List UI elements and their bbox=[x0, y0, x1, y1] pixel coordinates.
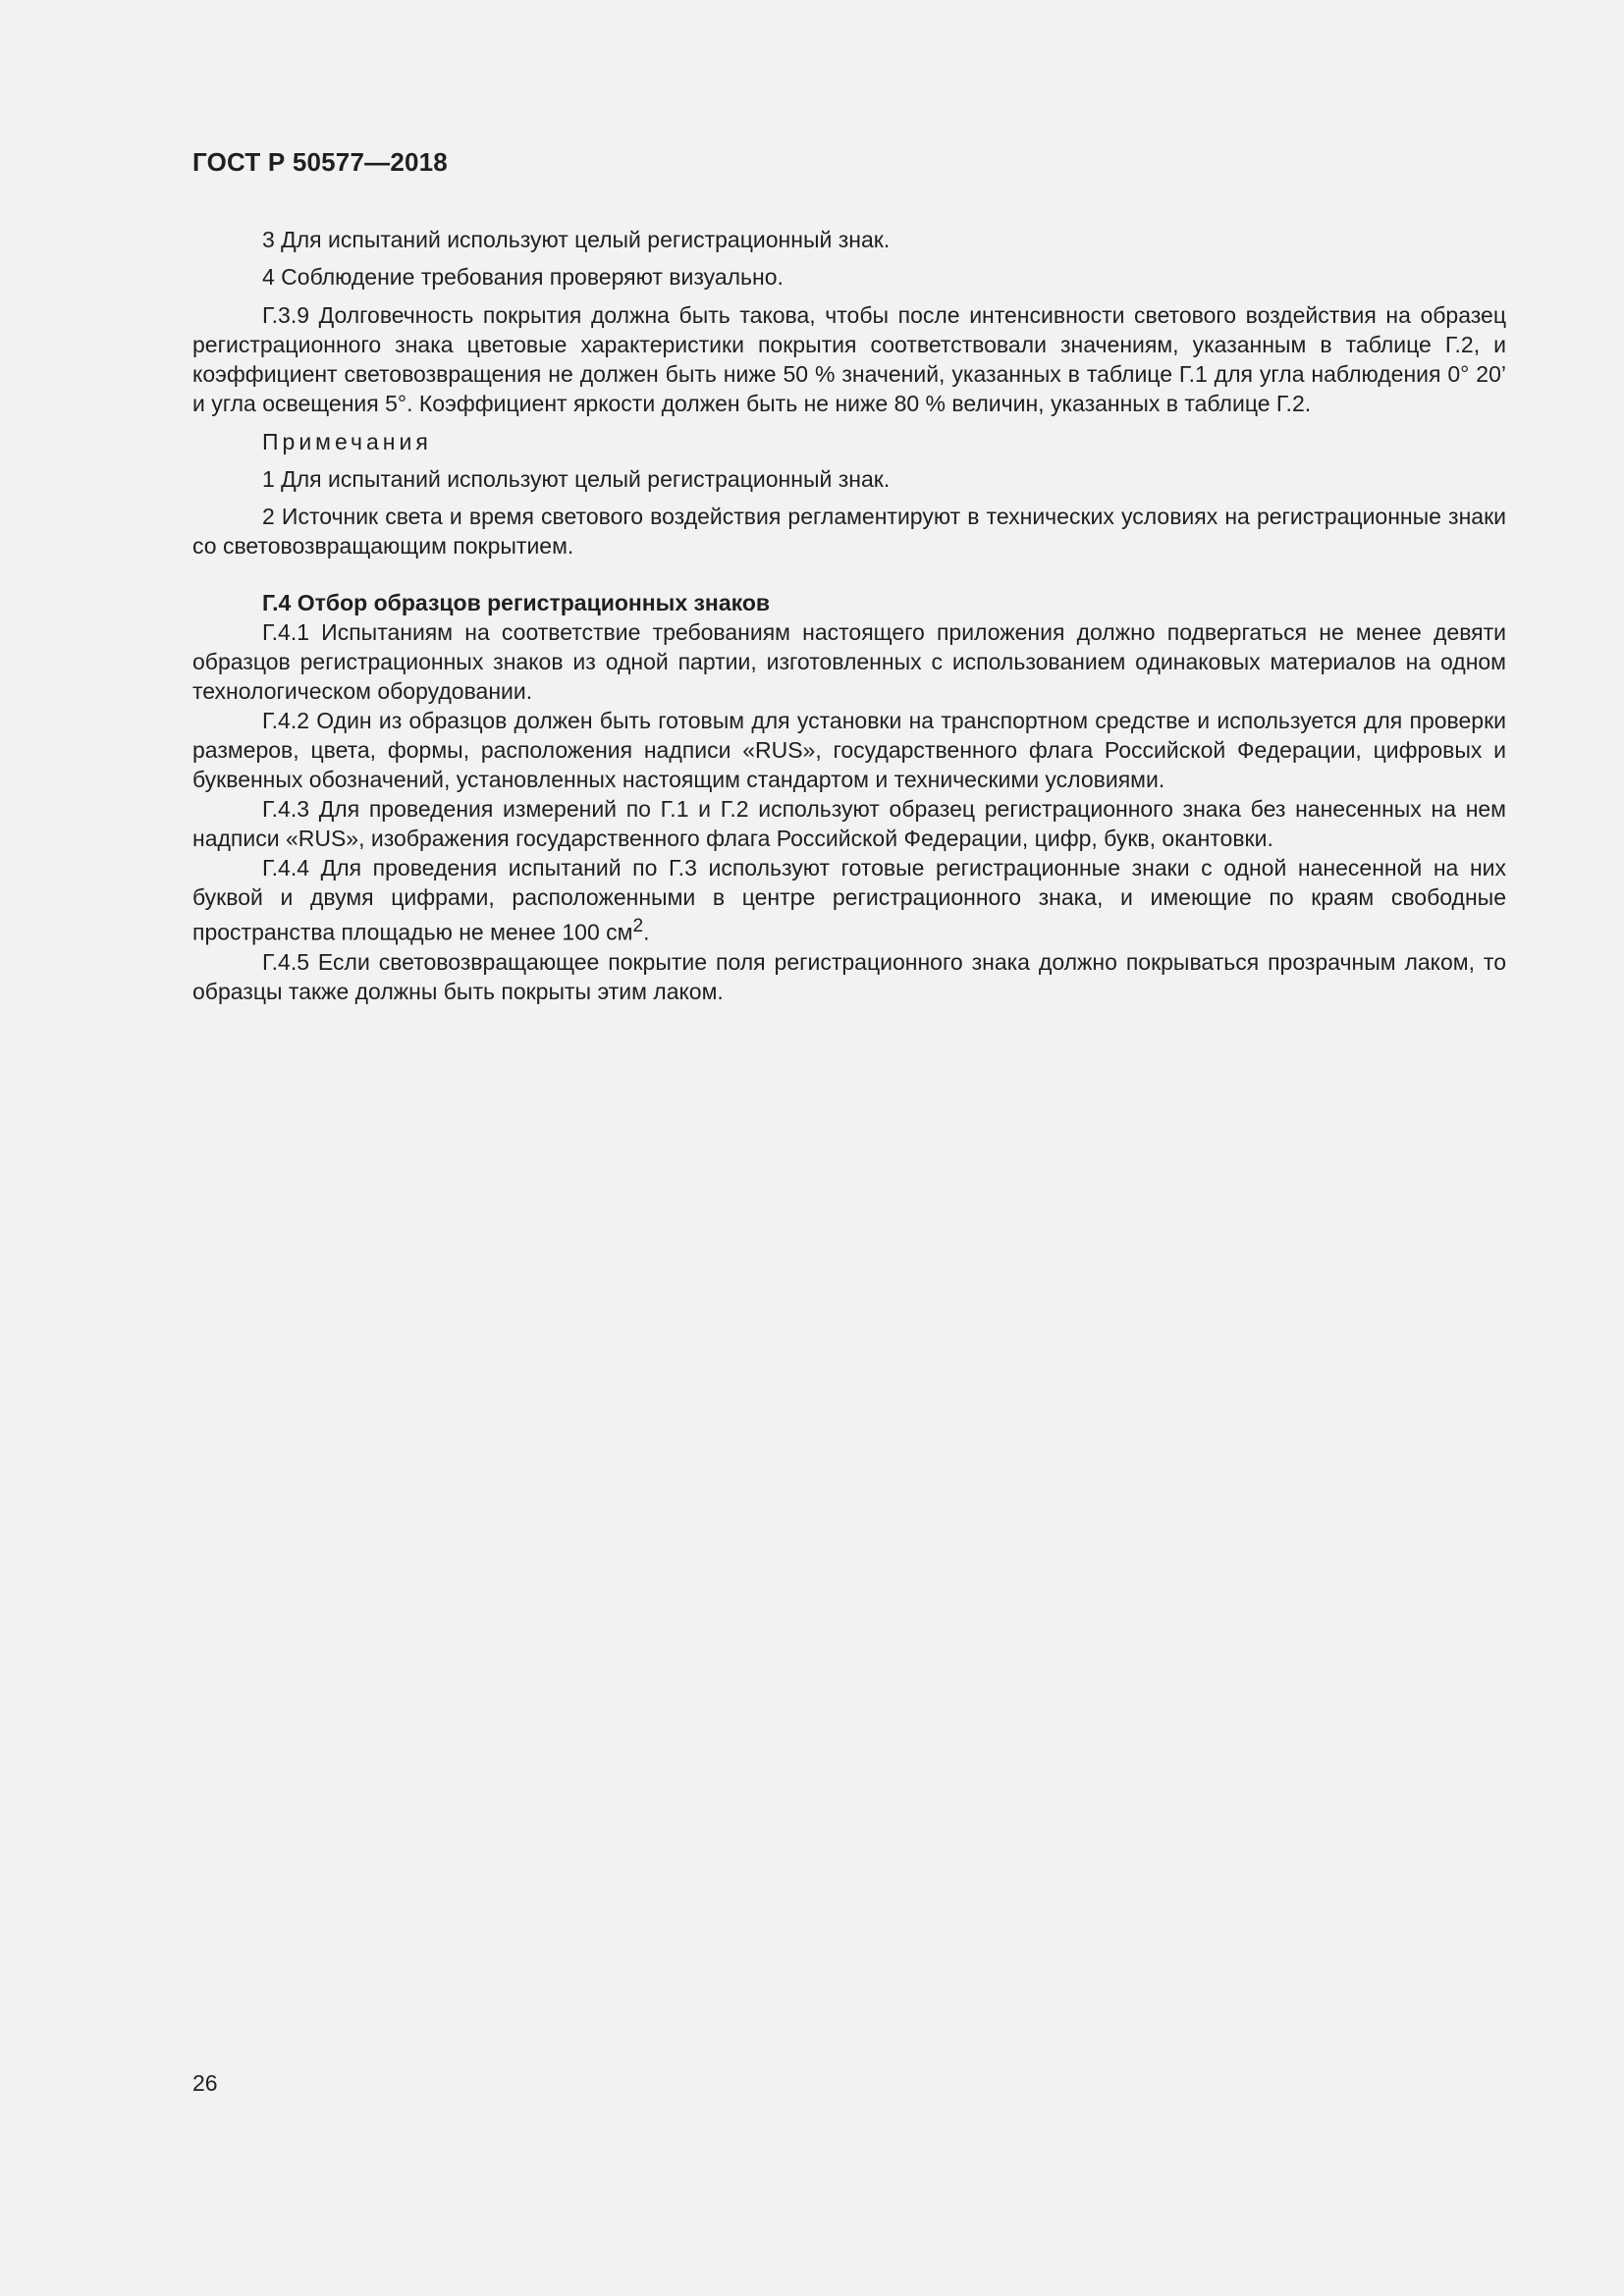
notes-title: Примечания bbox=[262, 429, 432, 454]
square-superscript: 2 bbox=[632, 916, 644, 936]
note-4-paragraph: 4 Соблюдение требования проверяют визуально. bbox=[262, 264, 784, 290]
clause-g4-4-paragraph bbox=[192, 853, 1506, 947]
document-body bbox=[192, 225, 1506, 1006]
document-code-header: ГОСТ Р 50577—2018 bbox=[192, 147, 448, 177]
note-3-paragraph: 3 Для испытаний используют целый регистрационный знак. bbox=[262, 227, 891, 252]
clause-g4-4-end: . bbox=[643, 919, 650, 945]
clause-g4-5-paragraph: Г.4.5 Если световозвращающее покрытие поля регистрационного знака должно покрываться прозрачным лаком, то образцы также должны быть покрыты этим лаком. bbox=[192, 948, 1506, 1004]
clause-g4-2-paragraph: Г.4.2 Один из образцов должен быть готовым для установки на транспортном средстве и используется для проверки размеров, цвета, формы, расположения надписи «RUS», государственного флага Российской Федерации, цифровых и буквенных обозначений, установленных настоящим стандартом и техническими условиями. bbox=[192, 708, 1506, 792]
clause-g4-1-paragraph: Г.4.1 Испытаниям на соответствие требованиям настоящего приложения должно подвергаться не менее девяти образцов регистрационных знаков из одной партии, изготовленных с использованием одинаковых материалов на одном технологическом оборудовании. bbox=[192, 619, 1506, 704]
page-number: 26 bbox=[192, 2070, 218, 2096]
note-1-paragraph: 1 Для испытаний используют целый регистрационный знак. bbox=[262, 466, 891, 492]
section-g4-title: Г.4 Отбор образцов регистрационных знаков bbox=[262, 590, 771, 615]
clause-g3-9-paragraph: Г.3.9 Долговечность покрытия должна быть такова, чтобы после интенсивности светового воздействия на образец регистрационного знака цветовые характеристики покрытия соответствовали значениям, указанным в таблице Г.2, и коэффициент световозвращения не должен быть ниже 50 % значений, указанных в таблице Г.1 для угла наблюдения 0° 20’ и угла освещения 5°. Коэффициент яркости должен быть не ниже 80 % величин, указанных в таблице Г.2. bbox=[192, 302, 1506, 416]
clause-g4-4-text: Г.4.4 Для проведения испытаний по Г.3 используют готовые регистрационные знаки с одной нанесенной на них буквой и двумя цифрами, расположенными в центре регистрационного знака, и имеющие по краям свободные пространства площадью не менее 100 см bbox=[192, 855, 1506, 945]
clause-g4-3-paragraph: Г.4.3 Для проведения измерений по Г.1 и Г.2 используют образец регистрационного знака без нанесенных на нем надписи «RUS», изображения государственного флага Российской Федерации, цифр, букв, окантовки. bbox=[192, 796, 1506, 851]
note-2-paragraph: 2 Источник света и время светового воздействия регламентируют в технических условиях на регистрационные знаки со световозвращающим покрытием. bbox=[192, 504, 1506, 559]
